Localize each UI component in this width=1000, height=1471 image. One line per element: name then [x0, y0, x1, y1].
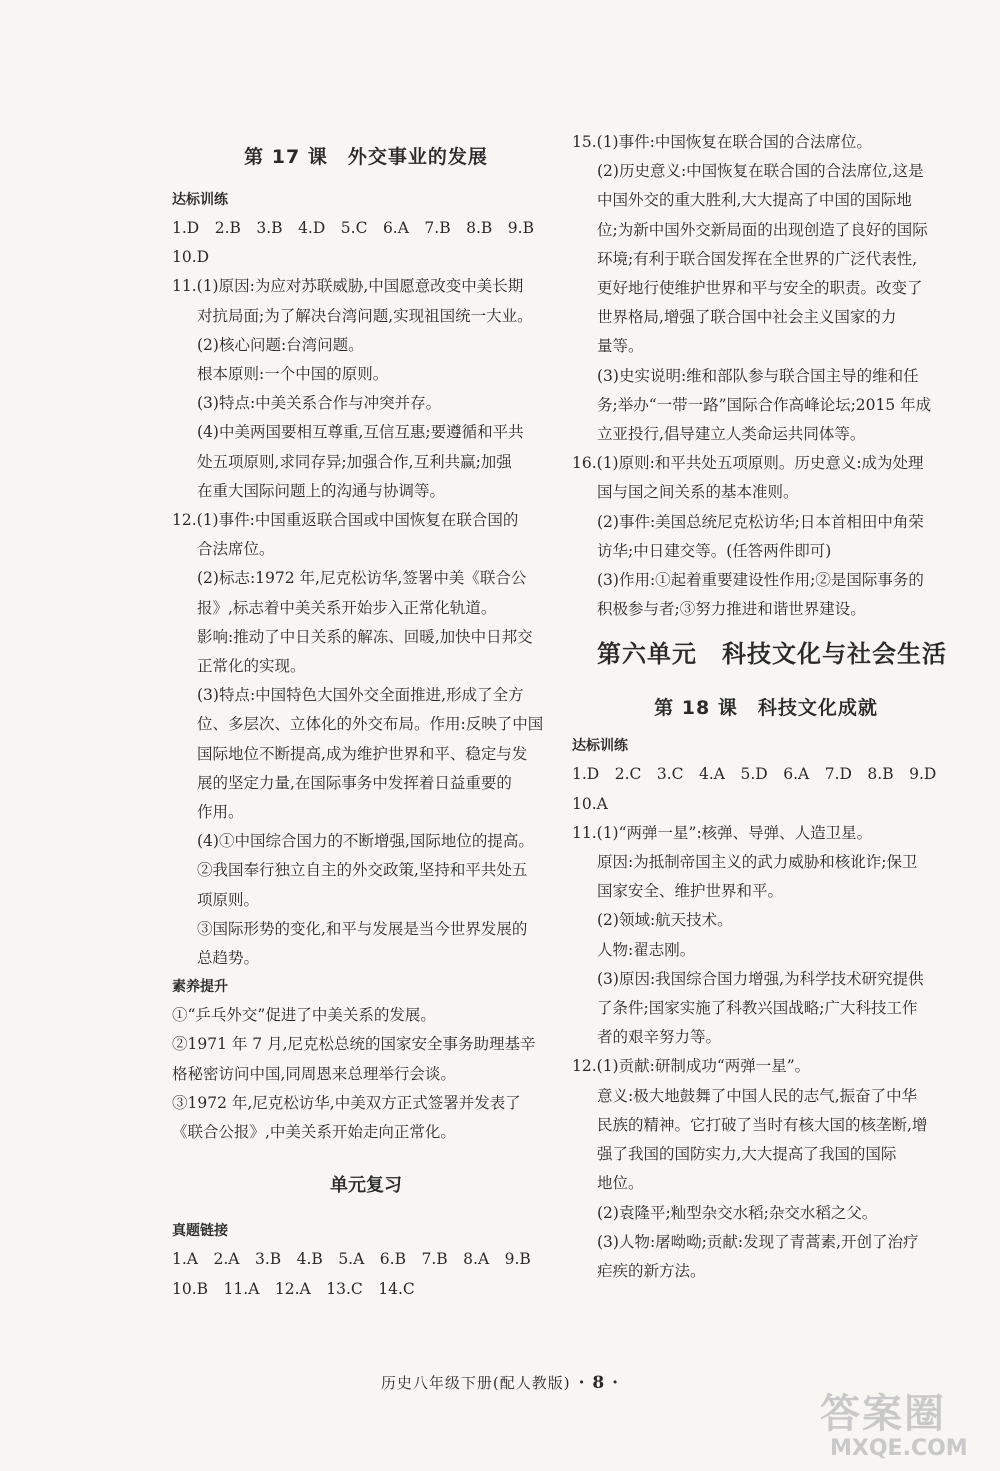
text-line: 访华;中日建交等。(任答两件即可) — [597, 541, 832, 560]
text-line: 中国外交的重大胜利,大大提高了中国的国际地 — [597, 191, 912, 210]
text-line: 12.(1)贡献:研制成功“两弹一星”。 — [572, 1057, 811, 1076]
text-line: ③1972 年,尼克松访华,中美双方正式签署并发表了 — [172, 1093, 521, 1112]
section-heading-exam-links: 真题链接 — [172, 1223, 228, 1240]
text-line: 立亚投行,倡导建立人类命运共同体等。 — [597, 425, 866, 444]
text-line: 根本原则:一个中国的原则。 — [197, 365, 389, 384]
text-line: (2)事件:美国总统尼克松访华;日本首相田中角荣 — [597, 512, 924, 531]
text-line: (3)人物:屠呦呦;贡献:发现了青蒿素,开创了治疗 — [597, 1232, 919, 1251]
text-line: 合法席位。 — [197, 540, 275, 559]
lesson-17-title: 第 17 课 外交事业的发展 — [244, 146, 488, 168]
text-line: (3)作用:①起着重要建设性作用;②是国际事务的 — [597, 571, 924, 590]
text-line: 意义:极大地鼓舞了中国人民的志气,振奋了中华 — [597, 1086, 918, 1105]
text-line: 国与国之间关系的基本准则。 — [597, 483, 799, 502]
text-line: (3)特点:中国特色大国外交全面推进,形成了全方 — [197, 686, 524, 705]
text-line: 总趋势。 — [197, 949, 260, 968]
text-line: 10.B 11.A 12.A 13.C 14.C — [172, 1279, 415, 1298]
page-footer — [0, 1372, 1000, 1393]
unit-6-title: 第六单元 科技文化与社会生活 — [597, 640, 947, 669]
text-line: ②1971 年 7 月,尼克松总统的国家安全事务助理基辛 — [172, 1035, 536, 1054]
text-line: 正常化的实现。 — [197, 657, 306, 676]
text-line: ①“乒乓外交”促进了中美关系的发展。 — [172, 1006, 436, 1025]
text-line: (2)领域:航天技术。 — [597, 911, 733, 930]
text-line: 环境;有利于联合国发挥在全世界的广泛代表性, — [597, 249, 918, 268]
text-line: (3)特点:中美关系合作与冲突并存。 — [197, 394, 442, 413]
text-line: (4)①中国综合国力的不断增强,国际地位的提高。 — [197, 832, 534, 851]
section-heading-practice: 达标训练 — [172, 192, 228, 208]
watermark-main-text: 答案圈 — [820, 1391, 946, 1437]
text-line: 1.A 2.A 3.B 4.B 5.A 6.B 7.B 8.A 9.B — [172, 1250, 531, 1269]
text-line: 报》,标志着中美关系开始步入正常化轨道。 — [197, 598, 497, 617]
right-column — [572, 128, 960, 1286]
text-line: 疟疾的新方法。 — [597, 1261, 706, 1280]
text-line: 16.(1)原则:和平共处五项原则。历史意义:成为处理 — [572, 454, 924, 473]
text-line: 对抗局面;为了解决台湾问题,实现祖国统一大业。 — [197, 306, 533, 325]
watermark-url-text: MXQE.COM — [830, 1436, 968, 1461]
section-heading-practice-18: 达标训练 — [572, 738, 628, 755]
text-line: 在重大国际问题上的沟通与协调等。 — [197, 481, 446, 500]
text-line: 民族的精神。它打破了当时有核大国的核垄断,增 — [597, 1115, 928, 1134]
text-line: 10.D — [172, 248, 210, 267]
right-answers-unit5 — [572, 128, 960, 624]
unit-review-title: 单元复习 — [330, 1175, 402, 1197]
left-answers-literacy — [172, 1001, 560, 1147]
text-line: 处五项原则,求同存异;加强合作,互利共赢;加强 — [197, 452, 512, 471]
left-answers-exam-links — [172, 1245, 560, 1303]
text-line: 国际地位不断提高,成为维护世界和平、稳定与发 — [197, 744, 528, 763]
text-line: ③国际形势的变化,和平与发展是当今世界发展的 — [197, 919, 528, 938]
text-line: (2)标志:1972 年,尼克松访华,签署中美《联合公 — [197, 569, 527, 588]
text-line: 更好地行使维护世界和平与安全的职责。改变了 — [597, 279, 923, 298]
text-line: 位;为新中国外交新局面的出现创造了良好的国际 — [597, 220, 928, 239]
text-line: 展的坚定力量,在国际事务中发挥着日益重要的 — [197, 773, 512, 792]
text-line: 《联合公报》,中美关系开始走向正常化。 — [172, 1123, 456, 1142]
page-number: · 8 · — [578, 1373, 620, 1393]
right-answers-lesson18 — [572, 760, 960, 1286]
text-line: 11.(1)“两弹一星”:核弹、导弹、人造卫星。 — [572, 823, 873, 842]
text-line: 人物:翟志刚。 — [597, 940, 696, 959]
watermark-logo — [820, 1392, 990, 1464]
text-line: (2)袁隆平;籼型杂交水稻;杂交水稻之父。 — [597, 1203, 878, 1222]
text-line: 者的艰辛努力等。 — [597, 1028, 722, 1047]
left-answers-practice — [172, 214, 560, 973]
text-line: 原因:为抵制帝国主义的武力威胁和核讹诈;保卫 — [597, 853, 918, 872]
text-line: 格秘密访问中国,同周恩来总理举行会谈。 — [172, 1064, 456, 1083]
section-heading-literacy: 素养提升 — [172, 979, 228, 996]
text-line: 1.D 2.B 3.B 4.D 5.C 6.A 7.B 8.B 9.B — [172, 219, 534, 237]
text-line: 影响:推动了中日关系的解冻、回暖,加快中日邦交 — [197, 627, 533, 646]
left-column — [172, 128, 560, 1304]
text-line: (3)史实说明:维和部队参与联合国主导的维和任 — [597, 366, 919, 385]
text-line: 项原则。 — [197, 890, 260, 909]
text-line: (2)历史意义:中国恢复在联合国的合法席位,这是 — [597, 162, 924, 181]
text-line: 世界格局,增强了联合国中社会主义国家的力 — [597, 308, 897, 327]
text-line: 11.(1)原因:为应对苏联威胁,中国愿意改变中美长期 — [172, 277, 524, 296]
text-line: ②我国奉行独立自主的外交政策,坚持和平共处五 — [197, 861, 528, 880]
text-line: (2)核心问题:台湾问题。 — [197, 335, 364, 354]
text-line: 位、多层次、立体化的外交布局。作用:反映了中国 — [197, 715, 544, 734]
text-line: 作用。 — [197, 803, 244, 822]
text-line: (4)中美两国要相互尊重,互信互惠;要遵循和平共 — [197, 423, 524, 442]
text-line: 了条件;国家实施了科教兴国战略;广大科技工作 — [597, 999, 918, 1018]
text-line: 积极参与者;③努力推进和谐世界建设。 — [597, 600, 866, 619]
text-line: (3)原因:我国综合国力增强,为科学技术研究提供 — [597, 969, 924, 988]
text-line: 量等。 — [597, 337, 644, 356]
footer-book-title: 历史八年级下册(配人教版) — [380, 1374, 571, 1392]
lesson-18-title: 第 18 课 科技文化成就 — [654, 697, 878, 720]
text-line: 地位。 — [597, 1174, 644, 1193]
text-line: 国家安全、维护世界和平。 — [597, 882, 784, 901]
text-line: 强了我国的国防实力,大大提高了我国的国际 — [597, 1145, 897, 1164]
text-line: 务;举办“一带一路”国际合作高峰论坛;2015 年成 — [597, 395, 932, 414]
text-line: 12.(1)事件:中国重返联合国或中国恢复在联合国的 — [172, 511, 519, 530]
text-line: 10.A — [572, 794, 608, 813]
text-line: 1.D 2.C 3.C 4.A 5.D 6.A 7.D 8.B 9.D — [572, 765, 937, 784]
text-line: 15.(1)事件:中国恢复在联合国的合法席位。 — [572, 133, 872, 151]
